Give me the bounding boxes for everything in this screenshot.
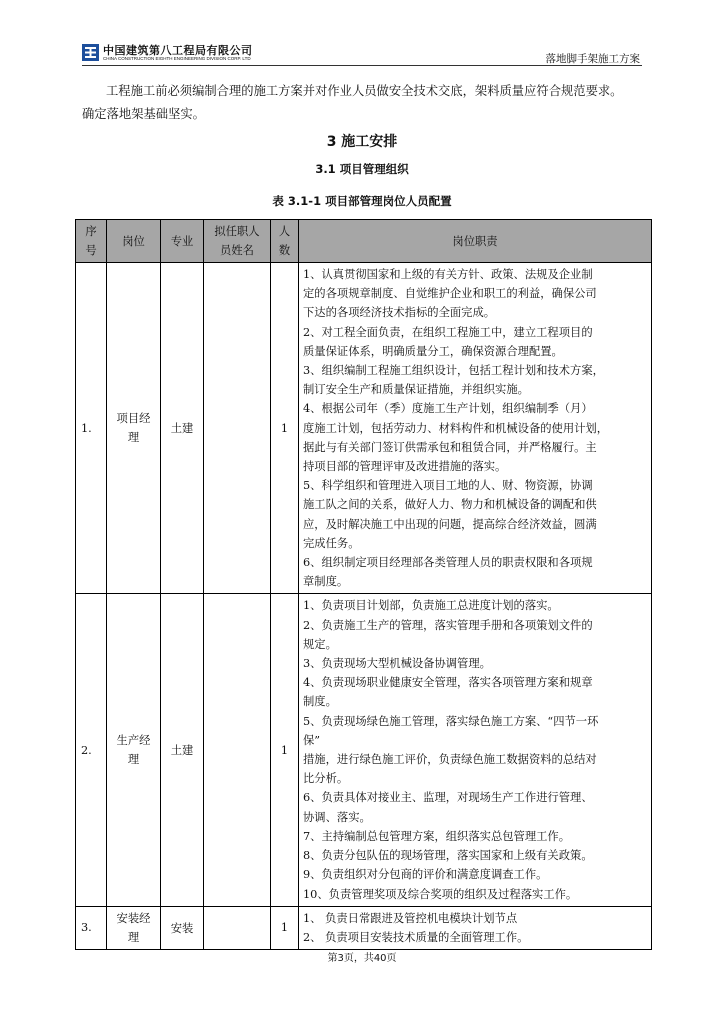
row-seq: 3. [76, 906, 107, 949]
duty-line: 持项目部的管理评审及改进措施的落实。 [303, 460, 507, 474]
duty-line: 协调、落实。 [303, 810, 371, 824]
row-specialty: 安装 [161, 906, 204, 949]
sub-heading: 3.1 项目管理组织 [315, 162, 409, 176]
duty-line: 据此与有关部门签订供需承包和租赁合同，并严格履行。主 [303, 440, 597, 454]
duty-line: 9、负责组织对分包商的评价和满意度调查工作。 [303, 868, 548, 882]
duty-line: 5、负责现场绿色施工管理，落实绿色施工方案、“四节一环 [303, 714, 599, 728]
duty-line: 制订安全生产和质量保证措施，并组织实施。 [303, 383, 529, 397]
duty-line: 2、负责施工生产的管理，落实管理手册和各项策划文件的 [303, 618, 593, 632]
duty-line: 1、认真贯彻国家和上级的有关方针、政策、法规及企业制 [303, 268, 593, 281]
header-position: 岗位 [107, 220, 161, 263]
duty-line: 6、负责具体对接业主、监理，对现场生产工作进行管理、 [303, 791, 593, 805]
row-duties [299, 594, 652, 906]
duty-line: 6、组织制定项目经理部各类管理人员的职责权限和各项规 [303, 556, 593, 570]
duty-line: 1、 负责日常跟进及管控机电模块计划节点 [303, 911, 518, 925]
duty-line: 措施，进行绿色施工评价，负责绿色施工数据资料的总结对 [303, 753, 597, 767]
intro-paragraph [82, 80, 642, 126]
row-staff-name [204, 263, 271, 594]
company-name-cn: 中国建筑第八工程局有限公司 [103, 44, 253, 57]
staff-allocation-table [75, 219, 652, 950]
table-row [76, 906, 652, 949]
header-specialty: 专业 [161, 220, 204, 263]
company-logo-icon [82, 44, 99, 61]
table-row [76, 594, 652, 906]
document-title: 落地脚手架施工方案 [545, 53, 640, 65]
duty-line: 下达的各项经济技术指标的全面完成。 [303, 306, 496, 320]
row-seq: 2. [76, 594, 107, 906]
page-number: 第3页，共40页 [327, 953, 397, 964]
duty-line: 10、负责管理奖项及综合奖项的组织及过程落实工作。 [303, 887, 578, 901]
section-heading: 3 施工安排 [326, 134, 398, 150]
duty-line: 保” [303, 733, 321, 747]
duty-line: 1、负责项目计划部，负责施工总进度计划的落实。 [303, 599, 559, 613]
row-position: 安装经理 [107, 906, 161, 949]
row-seq: 1. [76, 263, 107, 594]
company-name-en: CHINA CONSTRUCTION EIGHTH ENGINEERING DIVISION CORP. LTD [103, 56, 251, 61]
row-count: 1 [271, 906, 299, 949]
duty-line: 规定。 [303, 637, 337, 651]
row-count: 1 [271, 263, 299, 594]
row-staff-name [204, 594, 271, 906]
row-duties [299, 263, 652, 594]
row-position: 项目经理 [107, 263, 161, 594]
duty-line: 施工队之间的关系，做好人力、物力和机械设备的调配和供 [303, 498, 597, 512]
row-count: 1 [271, 594, 299, 906]
header-count: 人数 [271, 220, 299, 263]
duty-line: 章制度。 [303, 575, 349, 589]
header-seq: 序号 [76, 220, 107, 263]
duty-line: 3、组织编制工程施工组织设计，包括工程计划和技术方案， [303, 364, 604, 378]
row-specialty: 土建 [161, 594, 204, 906]
duty-line: 完成任务。 [303, 536, 360, 550]
table-row [76, 263, 652, 594]
duty-line: 4、根据公司年（季）度施工生产计划，组织编制季（月） [303, 402, 593, 416]
page-header [82, 42, 642, 66]
duty-line: 4、负责现场职业健康安全管理，落实各项管理方案和规章 [303, 676, 593, 690]
header-duties: 岗位职责 [299, 220, 652, 263]
duty-line: 3、负责现场大型机械设备协调管理。 [303, 657, 491, 671]
duty-line: 应，及时解决施工中出现的问题，提高综合经济效益，圆满 [303, 517, 597, 531]
duty-line: 度施工计划，包括劳动力、材料构件和机械设备的使用计划， [303, 421, 609, 435]
duty-line: 7、主持编制总包管理方案，组织落实总包管理工作。 [303, 829, 571, 843]
row-specialty: 土建 [161, 263, 204, 594]
duty-line: 制度。 [303, 695, 337, 709]
duty-line: 8、负责分包队伍的现场管理，落实国家和上级有关政策。 [303, 849, 593, 863]
duty-line: 2、 负责项目安装技术质量的全面管理工作。 [303, 930, 529, 944]
table-caption: 表 3.1-1 项目部管理岗位人员配置 [272, 194, 452, 208]
row-staff-name [204, 906, 271, 949]
row-position: 生产经理 [107, 594, 161, 906]
intro-line-2: 确定落地架基础坚实。 [82, 107, 205, 121]
header-staff-name: 拟任职人员姓名 [204, 220, 271, 263]
row-duties [299, 906, 652, 949]
duty-line: 比分析。 [303, 772, 349, 786]
duty-line: 5、科学组织和管理进入项目工地的人、财、物资源，协调 [303, 479, 593, 493]
table-header-row [76, 220, 652, 263]
duty-line: 质量保证体系，明确质量分工，确保资源合理配置。 [303, 344, 563, 358]
intro-line-1: 工程施工前必须编制合理的施工方案并对作业人员做安全技术交底，架料质量应符合规范要求。 [106, 84, 623, 98]
duty-line: 2、对工程全面负责，在组织工程施工中，建立工程项目的 [303, 325, 593, 339]
duty-line: 定的各项规章制度、自觉维护企业和职工的利益，确保公司 [303, 287, 597, 301]
